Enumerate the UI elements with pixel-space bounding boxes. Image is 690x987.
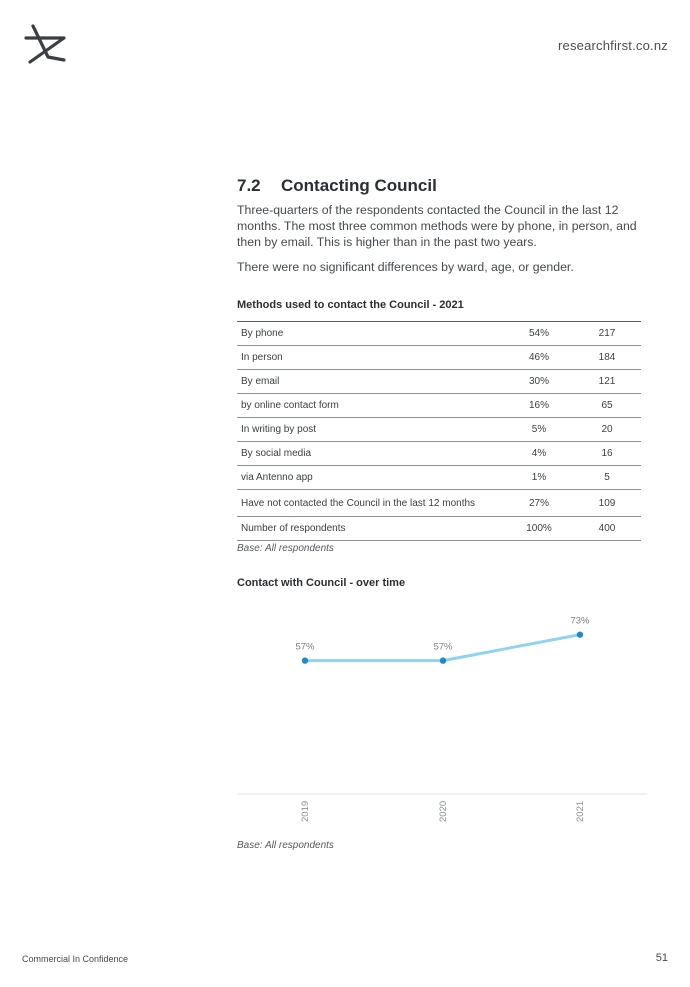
data-label: 57% <box>433 641 453 653</box>
row-percent: 30% <box>505 370 573 394</box>
row-label: Have not contacted the Council in the last 12 months <box>237 490 505 517</box>
row-label: Number of respondents <box>237 517 505 541</box>
section-heading <box>237 176 647 196</box>
row-count: 109 <box>573 490 641 517</box>
row-percent: 100% <box>505 517 573 541</box>
intro-paragraph: Three-quarters of the respondents contacted the Council in the last 12 months. The most three common methods were by phone, in person, and then by email. This is higher than in the past two years. <box>237 203 637 249</box>
row-percent: 46% <box>505 346 573 370</box>
row-count: 184 <box>573 346 641 370</box>
footer-confidentiality: Commercial In Confidence <box>22 954 129 964</box>
x-tick-label: 2019 <box>300 800 311 822</box>
contact-over-time-chart <box>237 600 649 830</box>
table-row <box>237 346 641 370</box>
row-count: 16 <box>573 442 641 466</box>
table-row <box>237 394 641 418</box>
contact-methods-table <box>237 321 641 541</box>
row-percent: 16% <box>505 394 573 418</box>
x-tick-label: 2020 <box>438 800 449 822</box>
row-percent: 1% <box>505 466 573 490</box>
row-label: In person <box>237 346 505 370</box>
table-base-note: Base: All respondents <box>237 543 334 554</box>
row-percent: 5% <box>505 418 573 442</box>
row-percent: 4% <box>505 442 573 466</box>
row-label: by online contact form <box>237 394 505 418</box>
x-tick-label: 2021 <box>575 800 586 822</box>
data-label: 73% <box>570 615 590 627</box>
row-count: 65 <box>573 394 641 418</box>
row-count: 217 <box>573 322 641 346</box>
data-point <box>440 657 446 663</box>
row-count: 5 <box>573 466 641 490</box>
data-point <box>302 657 308 663</box>
row-label: By email <box>237 370 505 394</box>
differences-paragraph: There were no significant differences by ward, age, or gender. <box>237 260 574 274</box>
section-title: Contacting Council <box>281 176 437 195</box>
section-number: 7.2 <box>237 176 261 195</box>
row-label: In writing by post <box>237 418 505 442</box>
table-row <box>237 370 641 394</box>
row-label: By phone <box>237 322 505 346</box>
table-row <box>237 322 641 346</box>
table-row <box>237 490 641 517</box>
data-point <box>577 631 583 637</box>
data-label: 57% <box>295 641 315 653</box>
table-row <box>237 442 641 466</box>
site-url: researchfirst.co.nz <box>557 38 668 53</box>
table-row <box>237 418 641 442</box>
table-title: Methods used to contact the Council - 2021 <box>237 299 464 311</box>
table-row <box>237 517 641 541</box>
page-number: 51 <box>655 952 668 964</box>
table-row <box>237 466 641 490</box>
star-mark-logo <box>22 24 68 64</box>
row-label: By social media <box>237 442 505 466</box>
row-percent: 27% <box>505 490 573 517</box>
row-percent: 54% <box>505 322 573 346</box>
row-label: via Antenno app <box>237 466 505 490</box>
row-count: 20 <box>573 418 641 442</box>
row-count: 400 <box>573 517 641 541</box>
row-count: 121 <box>573 370 641 394</box>
chart-base-note: Base: All respondents <box>237 840 334 851</box>
chart-title: Contact with Council - over time <box>237 577 406 589</box>
main-content <box>237 176 647 541</box>
